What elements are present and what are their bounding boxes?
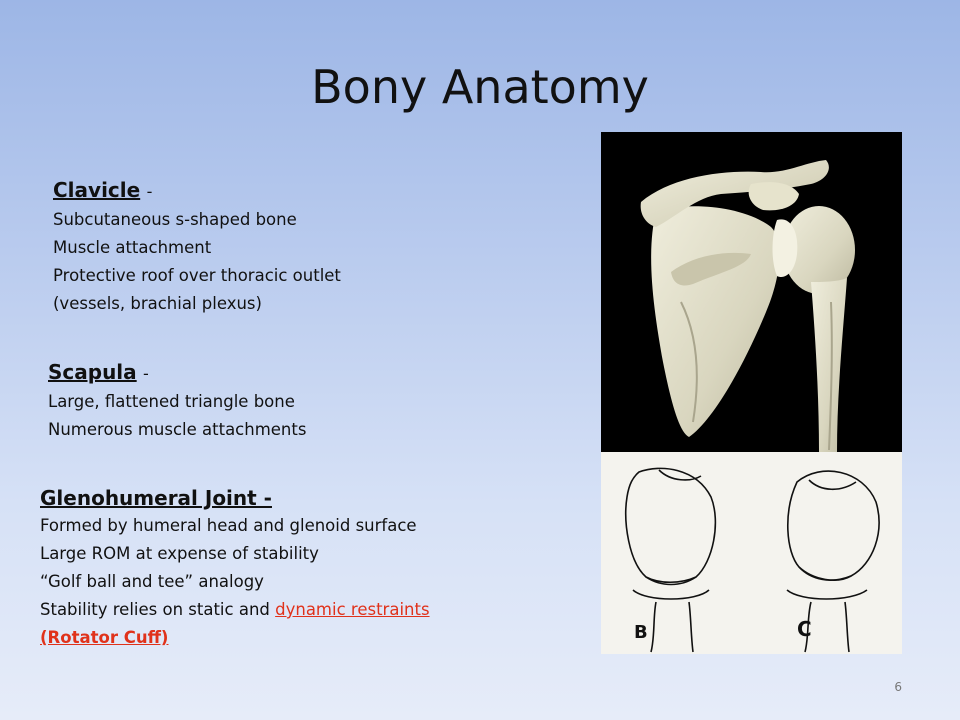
scapula-heading-dash: -	[143, 364, 149, 383]
stability-prefix: Stability relies on static and	[40, 600, 276, 619]
scapula-heading-text: Scapula	[48, 360, 137, 384]
clavicle-heading-text: Clavicle	[53, 178, 141, 202]
diagram-label-c: C	[797, 617, 812, 641]
glenohumeral-heading-text: Glenohumeral Joint -	[40, 486, 272, 510]
rotator-cuff-link[interactable]: (Rotator Cuff)	[40, 628, 169, 647]
slide-title: Bony Anatomy	[311, 60, 649, 114]
clavicle-line: Subcutaneous s-shaped bone	[53, 210, 297, 229]
glenohumeral-line: Formed by humeral head and glenoid surface	[40, 516, 417, 535]
clavicle-heading	[53, 178, 341, 202]
stability-line	[40, 596, 430, 624]
shoulder-skeleton-image	[601, 132, 902, 452]
scapula-line: Numerous muscle attachments	[48, 420, 307, 439]
diagram-label-b: B	[634, 622, 648, 643]
clavicle-heading-dash: -	[146, 182, 153, 201]
golf-ball-tee-diagram	[601, 452, 902, 654]
clavicle-line: (vessels, brachial plexus)	[53, 294, 262, 313]
shoulder-skeleton-illustration	[601, 132, 902, 452]
glenohumeral-heading	[40, 486, 430, 510]
glenohumeral-section	[40, 486, 430, 652]
dynamic-restraints-link[interactable]: dynamic restraints	[275, 600, 430, 619]
clavicle-line: Protective roof over thoracic outlet	[53, 266, 341, 285]
page-number: 6	[894, 680, 902, 694]
clavicle-line: Muscle attachment	[53, 238, 212, 257]
clavicle-section	[53, 178, 341, 318]
glenohumeral-line: Large ROM at expense of stability	[40, 544, 319, 563]
scapula-section	[48, 360, 306, 444]
scapula-heading	[48, 360, 306, 384]
scapula-line: Large, flattened triangle bone	[48, 392, 295, 411]
glenohumeral-line: “Golf ball and tee” analogy	[40, 572, 264, 591]
